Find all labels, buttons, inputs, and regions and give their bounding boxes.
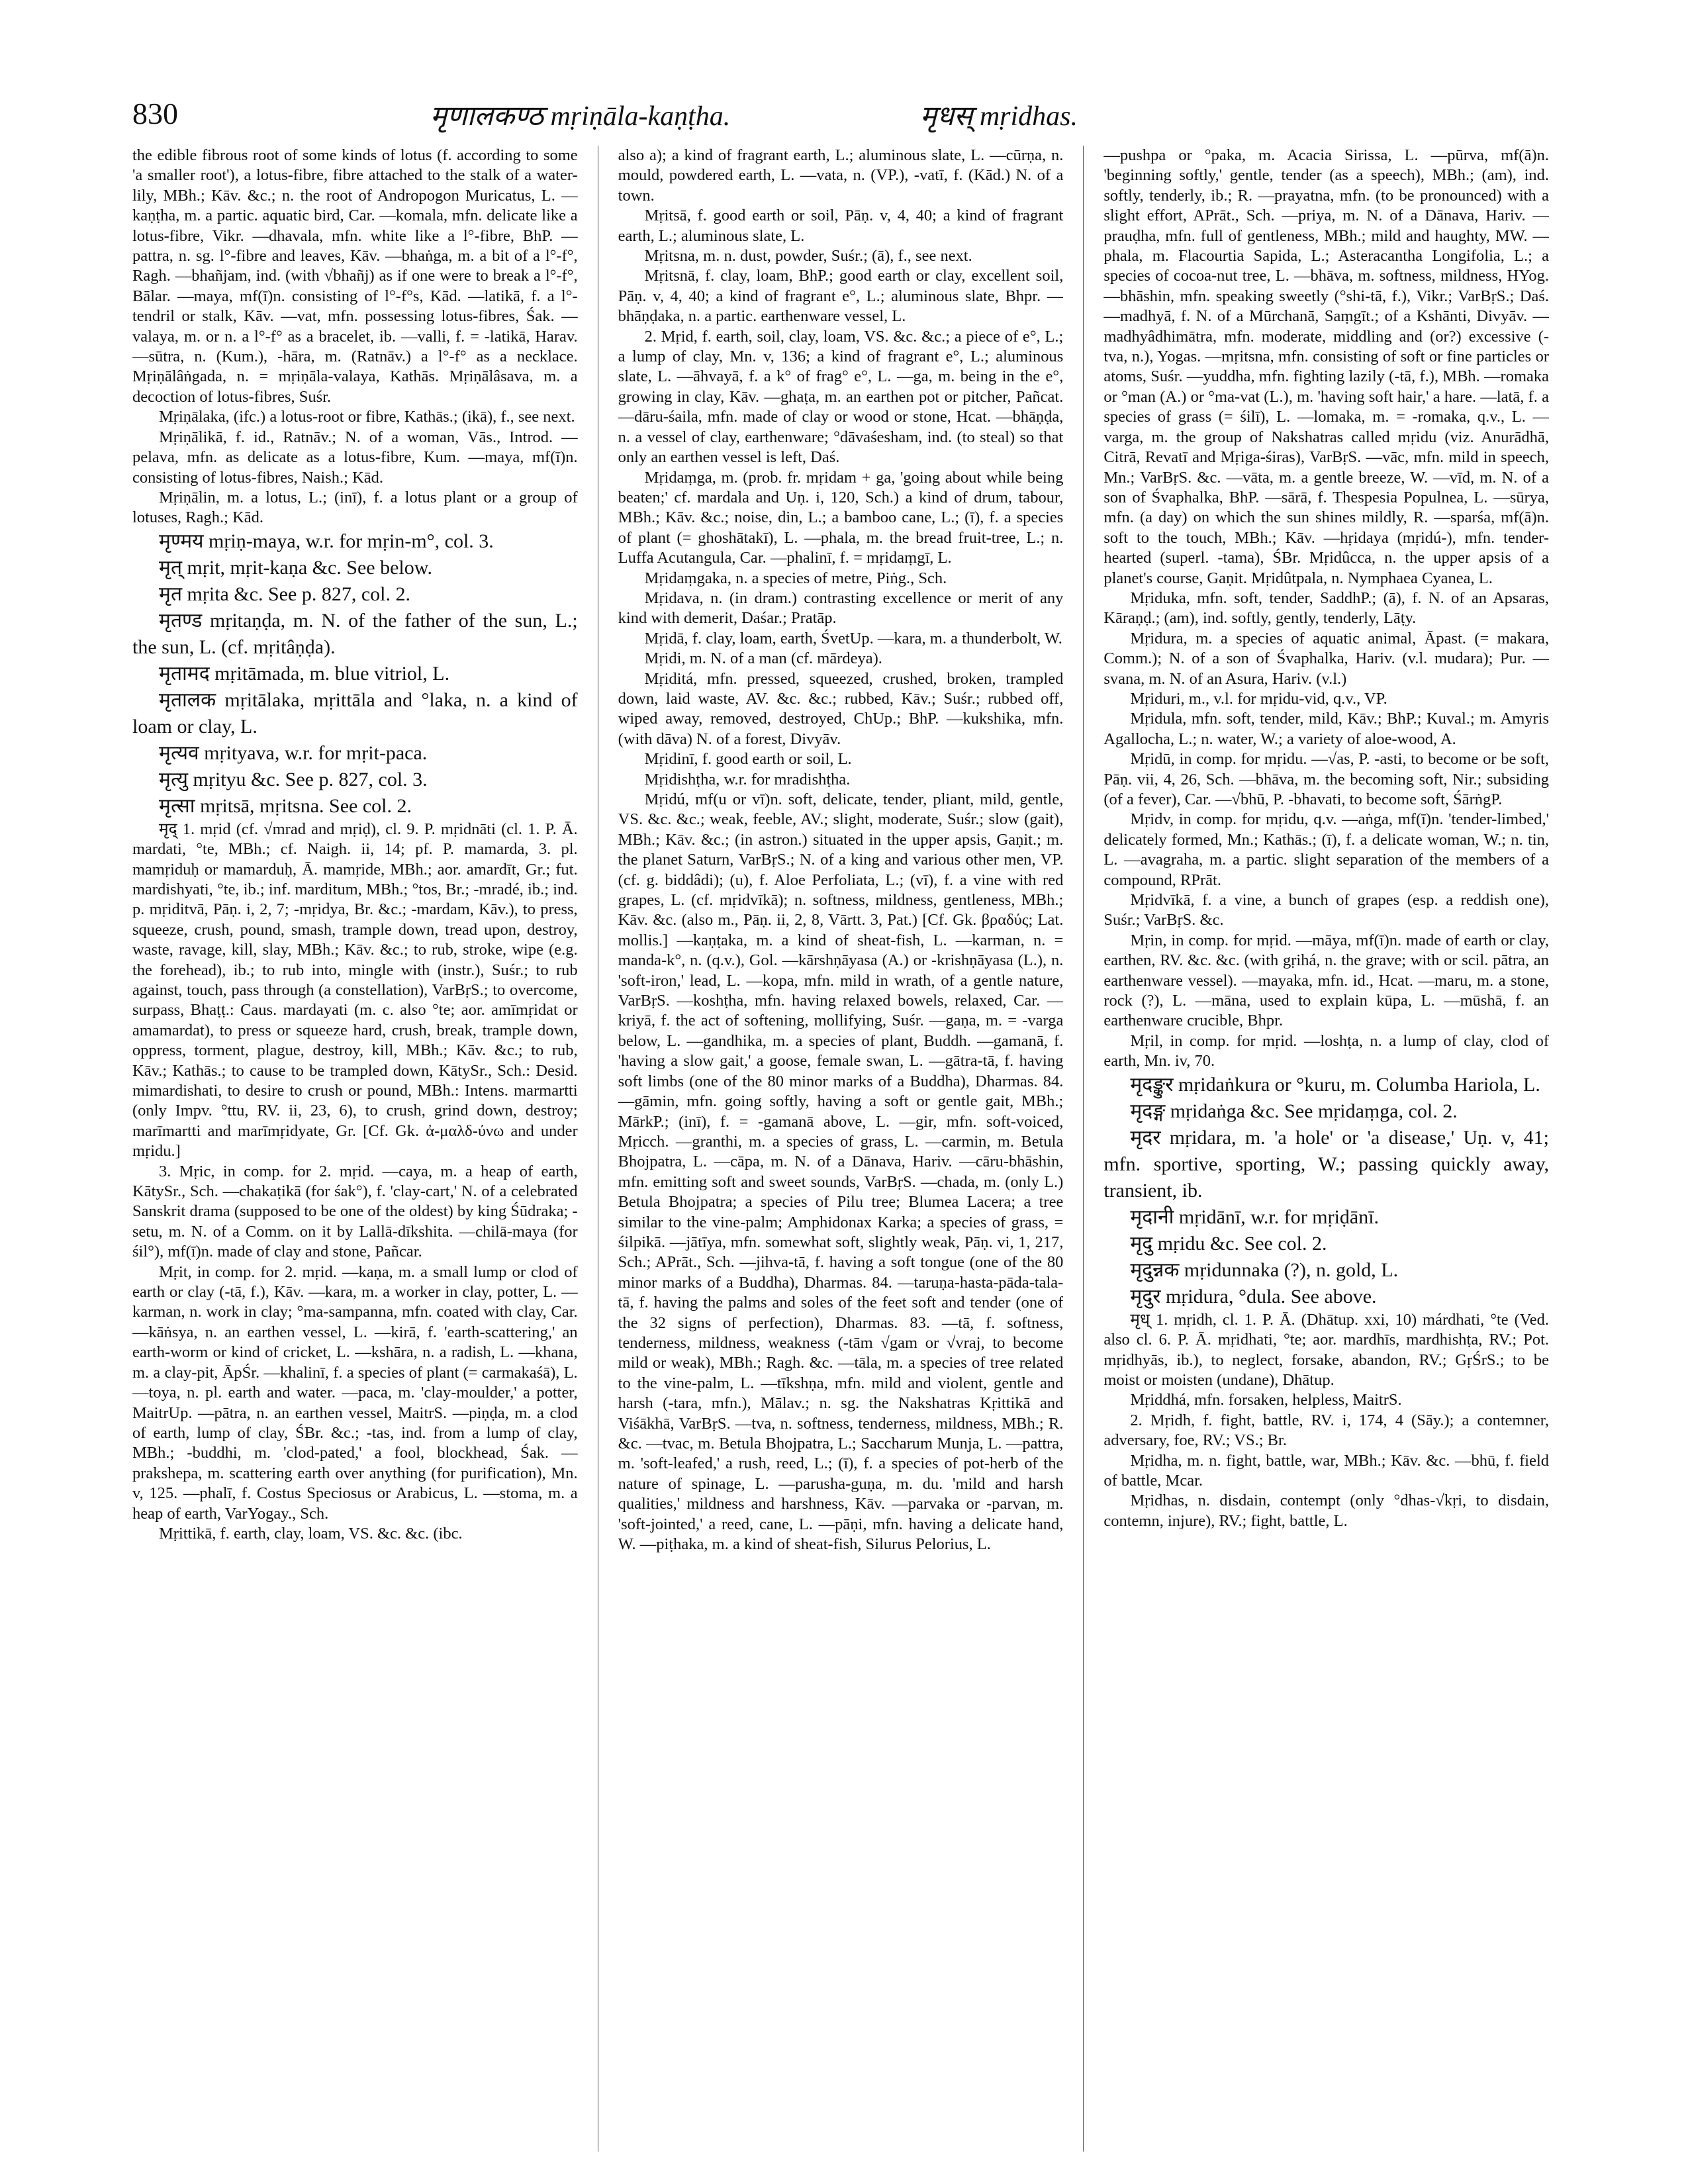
dictionary-entry: Mṛiduka, mfn. soft, tender, SaddhP.; (ā), f. N. of an Apsaras, Kāraṇḍ.; (am), ind. softly, gently, tenderly, Lāṭy. <box>1103 589 1550 628</box>
dictionary-entry: 2. Mṛidh, f. fight, battle, RV. i, 174, 4 (Sāy.); a contemner, adversary, foe, RV.; VS.; Br. <box>1103 1411 1550 1450</box>
dictionary-entry: Mṛidvīkā, f. a vine, a bunch of grapes (esp. a reddish one), Suśr.; VarBṛS. &c. <box>1103 891 1550 929</box>
dictionary-entry: Mṛidishṭha, w.r. for mradishṭha. <box>644 770 851 788</box>
text-columns <box>132 146 1549 2152</box>
dictionary-entry: मृदुर mṛidura, °dula. See above. <box>1130 1285 1377 1307</box>
dictionary-entry: also a); a kind of fragrant earth, L.; aluminous slate, L. —cūrṇa, n. mould, powdered earth, L. —vata, n. (VP.), -vatī, f. (Kād.) N. of a town. <box>618 146 1064 205</box>
dictionary-entry: Mṛidava, n. (in dram.) contrasting excellence or merit of any kind with demerit, Daśar.; Pratāp. <box>618 589 1064 628</box>
dictionary-entry: Mṛidv, in comp. for mṛidu, q.v. —aṅga, mf(ī)n. 'tender-limbed,' delicately formed, Mn.; Kathās.; (ī), f. a delicate woman, W.; n. tin, L. —avagraha, m. a partic. slight separation of the members of a compound, RPrāt. <box>1103 810 1550 889</box>
dictionary-entry: Mṛidaṃgaka, n. a species of metre, Piṅg., Sch. <box>644 569 947 587</box>
dictionary-entry: मृदङ्कुर mṛidaṅkura or °kuru, m. Columba Hariola, L. <box>1130 1073 1540 1096</box>
dictionary-entry: Mṛil, in comp. for mṛid. —loshṭa, n. a lump of clay, clod of earth, Mn. iv, 70. <box>1103 1031 1550 1070</box>
dictionary-entry: मृद् 1. mṛid (cf. √mrad and mṛiḍ), cl. 9. P. mṛidnāti (cl. 1. P. Ā. mardati, °te, MBh.; cf. Naigh. ii, 14; pf. P. mamarda, 3. pl. mamṛiduḥ or mamarduḥ, Ā. mamṛide, MBh.; aor. amardīt, Gr.; fut. mardishyati, °te, ib.; inf. marditum, MBh.; °tos, Br.; -mradé, ib.; ind. p. mṛiditvā, Pāṇ. i, 2, 7; -mṛidya, Br. &c.; -mardam, Kāv.), to press, squeeze, crush, pound, smash, trample down, tread upon, destroy, waste, ravage, kill, slay, MBh.; Kāv. &c.; to rub, stroke, wipe (e.g. the forehead), ib.; to rub into, mingle with (instr.), Suśr.; to rub against, touch, pass through (a constellation), VarBṛS.; to overcome, surpass, Bhaṭṭ.: Caus. mardayati (m. c. also °te; aor. amīmṛidat or amamardat), to press or squeeze hard, crush, break, trample down, oppress, torment, plague, destroy, kill, MBh.; Kāv. &c.; to rub, Kāv.; Kathās.; to cause to be trampled down, KātySr., Sch.: Desid. mimardishati, to desire to crush or pound, MBh.: Intens. marmartti (only Impv. °ttu, RV. ii, 23, 6), to crush, grind down, destroy; marīmartti and marīmṛidyate, Gr. [Cf. Gk. ἀ-μαλδ-ύνω and under mṛidu.] <box>132 820 578 1161</box>
dictionary-entry: Mṛitsnā, f. clay, loam, BhP.; good earth or clay, excellent soil, Pāṇ. v, 4, 40; a kind of fragrant e°, L.; aluminous slate, Bhpr. —bhāṇḍaka, n. a partic. earthenware vessel, L. <box>618 267 1064 326</box>
right-running-headword: मृधस् mṛidhas. <box>920 101 1078 132</box>
page-number: 830 <box>132 97 178 130</box>
dictionary-entry: Mṛiṇālaka, (ifc.) a lotus-root or fibre, Kathās.; (ikā), f., see next. <box>159 408 575 426</box>
dictionary-entry: मृदर mṛidara, m. 'a hole' or 'a disease,' Uṇ. v, 41; mfn. sportive, sporting, W.; passing quickly away, transient, ib. <box>1103 1126 1550 1202</box>
dictionary-entry: Mṛidula, mfn. soft, tender, mild, Kāv.; BhP.; Kuval.; m. Amyris Agallocha, L.; n. water, W.; a variety of aloe-wood, A. <box>1103 710 1550 748</box>
dictionary-entry: मृत्सा mṛitsā, mṛitsna. See col. 2. <box>159 794 412 817</box>
dictionary-entry: मृतालक mṛitālaka, mṛittāla and °laka, n. a kind of loam or clay, L. <box>132 688 578 737</box>
dictionary-entry: Mṛitsna, m. n. dust, powder, Suśr.; (ā), f., see next. <box>644 247 972 265</box>
dictionary-entry: 3. Mṛic, in comp. for 2. mṛid. —caya, m. a heap of earth, KātySr., Sch. —chakaṭikā (for śak°), f. 'clay-cart,' N. of a celebrated Sanskrit drama (supposed to be one of the oldest) by king Śūdraka; -setu, m. N. of a Comm. on it by Lallā-dīkshita. —chilā-maya (for śil°), mf(ī)n. made of clay and stone, Pañcar. <box>132 1162 578 1261</box>
left-running-headword: मृणालकण्ठ mṛiṇāla-kaṇṭha. <box>430 101 731 132</box>
dictionary-entry: मृदु mṛidu &c. See col. 2. <box>1130 1232 1327 1255</box>
dictionary-entry: Mṛidhas, n. disdain, contempt (only °dhas-√kṛi, to disdain, contemn, injure), RV.; fight, battle, L. <box>1103 1492 1550 1530</box>
dictionary-entry: Mṛiṇālin, m. a lotus, L.; (inī), f. a lotus plant or a group of lotuses, Ragh.; Kād. <box>132 488 578 527</box>
dictionary-entry: Mṛiduri, m., v.l. for mṛidu-vid, q.v., VP. <box>1130 689 1387 708</box>
column-2 <box>618 146 1064 2152</box>
dictionary-entry: Mṛidū, in comp. for mṛidu. —√as, P. -asti, to become or be soft, Pāṇ. vii, 4, 26, Sch. —bhāva, m. the becoming soft, Nir.; subsiding (of a fever), Car. —√bhū, P. -bhavati, to become soft, ŚārṅgP. <box>1103 750 1550 808</box>
dictionary-entry: Mṛiddhá, mfn. forsaken, helpless, MaitrS. <box>1130 1391 1402 1409</box>
dictionary-entry: Mṛittikā, f. earth, clay, loam, VS. &c. &c. (ibc. <box>159 1524 463 1543</box>
page-header <box>132 96 1549 136</box>
dictionary-entry: Mṛidura, m. a species of aquatic animal, Āpast. (= makara, Comm.); N. of a son of Śvaphalka, Hariv. (v.l. mudara); Pur. —svana, m. N. of an Asura, Hariv. (v.l.) <box>1103 629 1550 688</box>
dictionary-entry: मृत्यव mṛityava, w.r. for mṛit-paca. <box>159 741 428 764</box>
dictionary-entry: मृतामद mṛitāmada, m. blue vitriol, L. <box>159 662 450 685</box>
dictionary-entry: —pushpa or °paka, m. Acacia Sirissa, L. —pūrva, mf(ā)n. 'beginning softly,' gentle, tender (as a speech), MBh.; (am), ind. softly, tenderly, ib.; R. —prayatna, mfn. (to be pronounced) with a slight effort, APrāt., Sch. —priya, m. N. of a Dānava, Hariv. —prauḍha, mfn. full of gentleness, MBh.; mild and haughty, MW. —phala, m. Flacourtia Sapida, L.; Asteracantha Longifolia, L.; a species of cocoa-nut tree, L. —bhāva, m. softness, mildness, HYog. —bhāshin, mfn. speaking sweetly (°shi-tā, f.), Vikr.; VarBṛS.; Daś. —madhyā, f. N. of a Mūrchanā, Saṃgīt.; of a Kshānti, Divyāv. —madhyâdhimātra, mfn. moderate, middling and (or?) excessive (-tva, n.), Yogas. —mṛitsna, mfn. consisting of soft or fine particles or atoms, Suśr. —yuddha, mfn. fighting lazily (-tā, f.), MBh. —romaka or °man (A.) or °ma-vat (L.), m. 'having soft hair,' a hare. —latā, f. a species of grass (= śilī), L. —lomaka, m. = -romaka, q.v., L. —varga, m. the group of Nakshatras called mṛidu (viz. Anurādhā, Citrā, Revatī and Mṛiga-śiras), VarBṛS. —vāc, mfn. mild in speech, Mn.; VarBṛS. &c. —vāta, m. a gentle breeze, W. —vīd, m. N. of a son of Śvaphalka, BhP. —sārā, f. Thespesia Populnea, L. —sūrya, mfn. (a day) on which the sun shines mildly, R. —sparśa, mf(ā)n. soft to the touch, MBh.; Kāv. —hṛidaya (mṛidú-), mfn. tender-hearted (superl. -tama), ŚBr. Mṛidûcca, n. the upper apsis of a planet's course, Gaṇit. Mṛidûtpala, n. Nymphaea Cyanea, L. <box>1103 146 1550 587</box>
dictionary-entry: Mṛidú, mf(u or vī)n. soft, delicate, tender, pliant, mild, gentle, VS. &c. &c.; weak, feeble, AV.; slight, moderate, Suśr.; slow (gait), MBh.; Kāv. &c.; (in astron.) situated in the upper apsis, Gaṇit.; m. the planet Saturn, VarBṛS.; N. of a king and various other men, VP. (cf. g. biddâdi); (u), f. Aloe Perfoliata, L.; (vī), f. a vine with red grapes, L. (cf. mṛidvīkā); n. softness, mildness, gentleness, MBh.; Kāv. &c. (also m., Pāṇ. ii, 2, 8, Vārtt. 3, Pat.) [Cf. Gk. βραδύς; Lat. mollis.] —kaṇṭaka, m. a kind of sheat-fish, L. —karman, n. = manda-k°, n. (q.v.), Gol. —kārshṇāyasa (A.) or -krishṇāyasa (L.), n. 'soft-iron,' lead, L. —kopa, mfn. mild in wrath, of a gentle nature, VarBṛS. —koshṭha, mfn. having relaxed bowels, relaxed, Car. —kriyā, f. the act of softening, mollifying, Suśr. —gaṇa, m. = -varga below, L. —gandhika, m. a species of plant, Buddh. —gamanā, f. 'having a slow gait,' a goose, female swan, L. —gātra-tā, f. having soft limbs (one of the 80 minor marks of a Buddha), Dharmas. 84. —gāmin, mfn. going softly, having a soft or gentle gait, MBh.; MārkP.; (inī), f. = -gamanā above, L. —gir, mfn. soft-voiced, Mṛicch. —granthi, m. a species of grass, L. —carmin, m. Betula Bhojpatra, L. —cāpa, m. N. of a Dānava, Hariv. —cāru-bhāshin, mfn. emitting soft and sweet sounds, VarBṛS. —chada, m. (only L.) Betula Bhojpatra; a species of Pilu tree; Blumea Lacera; a tree similar to the vine-palm; Amphidonax Karka; a species of grass, = śilpikā. —jātīya, mfn. somewhat soft, slightly weak, Pāṇ. vi, 1, 217, Sch.; APrāt., Sch. —jihva-tā, f. having a soft tongue (one of the 80 minor marks of a Buddha), Dharmas. 84. —taruṇa-hasta-pāda-tala-tā, f. having the palms and soles of the feet soft and tender (one of the 32 signs of perfection), Dharmas. 83. —tā, f. softness, tenderness, mildness, weakness (-tām √gam or √vraj, to become mild or weak), MBh.; Ragh. &c. —tāla, m. a species of tree related to the vine-palm, L. —tīkshṇa, mfn. mild and violent, gentle and harsh (-tara, mfn.), Mālav.; n. sg. the Nakshatras Kṛittikā and Viśākhā, VarBṛS. —tva, n. softness, tenderness, mildness, MBh.; R. &c. —tvac, m. Betula Bhojpatra, L.; Saccharum Munja, L. —pattra, m. 'soft-leafed,' a rush, reed, L.; (ī), f. a species of pot-herb of the nature of spinage, L. —parusha-guṇa, m. du. 'mild and harsh qualities,' mildness and harshness, Kāv. —parvaka or -parvan, m. 'soft-jointed,' a reed, cane, L. —pāṇi, mfn. having a delicate hand, W. —piṭhaka, m. a kind of sheat-fish, Silurus Pelorius, L. <box>618 790 1064 1554</box>
dictionary-entry: Mṛit, in comp. for 2. mṛid. —kaṇa, m. a small lump or clod of earth or clay (-tā, f.), Kāv. —kara, m. a worker in clay, potter, L. —karman, n. work in clay; °ma-sampanna, mfn. coated with clay, Car. —kāṅsya, n. an earthen vessel, L. —kirā, f. 'earth-scattering,' an earth-worm or kind of cricket, L. —kshāra, n. a radish, L. —khana, m. a clay-pit, ĀpŚr. —khalinī, f. a species of plant (= carmakaśā), L. —toya, n. pl. earth and water. —paca, m. 'clay-moulder,' a potter, MaitrUp. —pātra, n. an earthen vessel, MaitrS. —piṇḍa, m. a clod of earth, lump of clay, ŚBr. &c.; -tas, ind. from a lump of clay, MBh.; -buddhi, m. 'clod-pated,' a fool, blockhead, Śak. —prakshepa, m. scattering earth over anything (for purification), Mn. v, 125. —phalī, f. Costus Speciosus or Arabicus, L. —stoma, m. a heap of earth, VarYogay., Sch. <box>132 1262 578 1523</box>
dictionary-entry: मृतण्ड mṛitaṇḍa, m. N. of the father of the sun, L.; the sun, L. (cf. mṛitâṇḍa). <box>132 609 578 658</box>
dictionary-entry: Mṛiditá, mfn. pressed, squeezed, crushed, broken, trampled down, laid waste, AV. &c. &c.; rubbed, Kāv.; Suśr.; rubbed off, wiped away, removed, destroyed, ChUp.; BhP. —kukshika, mfn. (with dāva) N. of a forest, Divyāv. <box>618 669 1064 748</box>
dictionary-entry: मृण्मय mṛiṇ-maya, w.r. for mṛin-m°, col. 3. <box>159 530 494 552</box>
dictionary-entry: the edible fibrous root of some kinds of lotus (f. according to some 'a smaller root'), a lotus-fibre, fibre attached to the stalk of a water-lily, MBh.; Kāv. &c.; n. the root of Andropogon Muricatus, L. —kaṇṭha, m. a partic. aquatic bird, Car. —komala, mfn. delicate like a lotus-fibre, Vikr. —dhavala, mfn. white like a l°-fibre, BhP. —pattra, n. sg. l°-fibre and leaves, Kāv. —bhaṅga, m. a bit of a l°-f°, Ragh. —bhañjam, ind. (with √bhañj) as if one were to break a l°-f°, Bālar. —maya, mf(ī)n. consisting of l°-f°s, Kād. —latikā, f. a l°-tendril or stalk, Kāv. —vat, mfn. possessing lotus-fibres, Śak. —valaya, m. or n. a l°-f° as a bracelet, ib. —valli, f. = -latikā, Harav. —sūtra, n. (Kum.), -hāra, m. (Ratnāv.) a l°-f° as a necklace. Mṛiṇālâṅgada, n. = mṛiṇāla-valaya, Kathās. Mṛiṇālâsava, m. a decoction of lotus-fibres, Suśr. <box>132 146 578 406</box>
column-divider <box>1083 146 1084 2152</box>
dictionary-entry: Mṛiṇālikā, f. id., Ratnāv.; N. of a woman, Vās., Introd. —pelava, mfn. as delicate as a lotus-fibre, Kum. —maya, mf(ī)n. consisting of lotus-fibres, Naish.; Kād. <box>132 428 578 487</box>
column-3 <box>1103 146 1549 2152</box>
dictionary-entry: Mṛin, in comp. for mṛid. —māya, mf(ī)n. made of earth or clay, earthen, RV. &c. &c. (with gṛihá, n. the grave; with or scil. pātra, an earthenware vessel). —mayaka, mfn. id., Hcat. —maru, m. a stone, rock (?), L. —māna, used to explain kūpa, L. —mūshā, f. an earthenware crucible, Bhpr. <box>1103 931 1550 1030</box>
dictionary-entry: मृत्यु mṛityu &c. See p. 827, col. 3. <box>159 768 428 790</box>
dictionary-entry: Mṛitsā, f. good earth or soil, Pāṇ. v, 4, 40; a kind of fragrant earth, L.; aluminous slate, L. <box>618 207 1064 245</box>
dictionary-entry: मृत mṛita &c. See p. 827, col. 2. <box>159 583 410 605</box>
dictionary-entry: Mṛidā, f. clay, loam, earth, ŚvetUp. —kara, m. a thunderbolt, W. <box>644 629 1062 647</box>
dictionary-entry: मृदानी mṛidānī, w.r. for mṛiḍānī. <box>1130 1206 1380 1228</box>
dictionary-entry: Mṛidi, m. N. of a man (cf. mārdeya). <box>644 649 882 668</box>
dictionary-entry: मृदङ्ग mṛidaṅga &c. See mṛidaṃga, col. 2. <box>1130 1100 1458 1122</box>
dictionary-entry: मृत् mṛit, mṛit-kaṇa &c. See below. <box>159 556 432 579</box>
dictionary-entry: Mṛidinī, f. good earth or soil, L. <box>644 750 852 769</box>
dictionary-entry: 2. Mṛid, f. earth, soil, clay, loam, VS. &c. &c.; a piece of e°, L.; a lump of clay, Mn. v, 136; a kind of fragrant e°, L.; aluminous slate, L. —āhvayā, f. a k° of frag° e°, L. —ga, m. being in the e°, growing in clay, Kāv. —ghaṭa, m. an earthen pot or pitcher, Pañcat. —dāru-śaila, mfn. made of clay or wood or stone, Hcat. —bhāṇḍa, n. a vessel of clay, earthenware; °dāvaśesham, ind. (to steal) so that only an earthen vessel is left, Daś. <box>618 327 1064 467</box>
column-1 <box>132 146 578 2152</box>
dictionary-entry: Mṛidha, m. n. fight, battle, war, MBh.; Kāv. &c. —bhū, f. field of battle, Mcar. <box>1103 1451 1550 1490</box>
dictionary-entry: मृदुन्नक mṛidunnaka (?), n. gold, L. <box>1130 1258 1399 1281</box>
dictionary-entry: Mṛidaṃga, m. (prob. fr. mṛidam + ga, 'going about while being beaten;' cf. mardala and Uṇ. i, 120, Sch.) a kind of drum, tabour, MBh.; Kāv. &c.; noise, din, L.; a bamboo cane, L.; (ī), f. a species of plant (= ghoshātakī), L. —phala, m. the bread fruit-tree, L.; n. Luffa Acutangula, Car. —phalinī, f. = mṛidaṃgī, L. <box>618 468 1064 567</box>
dictionary-entry: मृध् 1. mṛidh, cl. 1. P. Ā. (Dhātup. xxi, 10) márdhati, °te (Ved. also cl. 6. P. Ā. mṛidhati, °te; aor. mardhīs, mardhishṭa, RV.; Pot. mṛidhyās, ib.), to neglect, forsake, abandon, RV.; GṛŚrS.; to be moist or moisten (undane), Dhātup. <box>1103 1310 1550 1389</box>
